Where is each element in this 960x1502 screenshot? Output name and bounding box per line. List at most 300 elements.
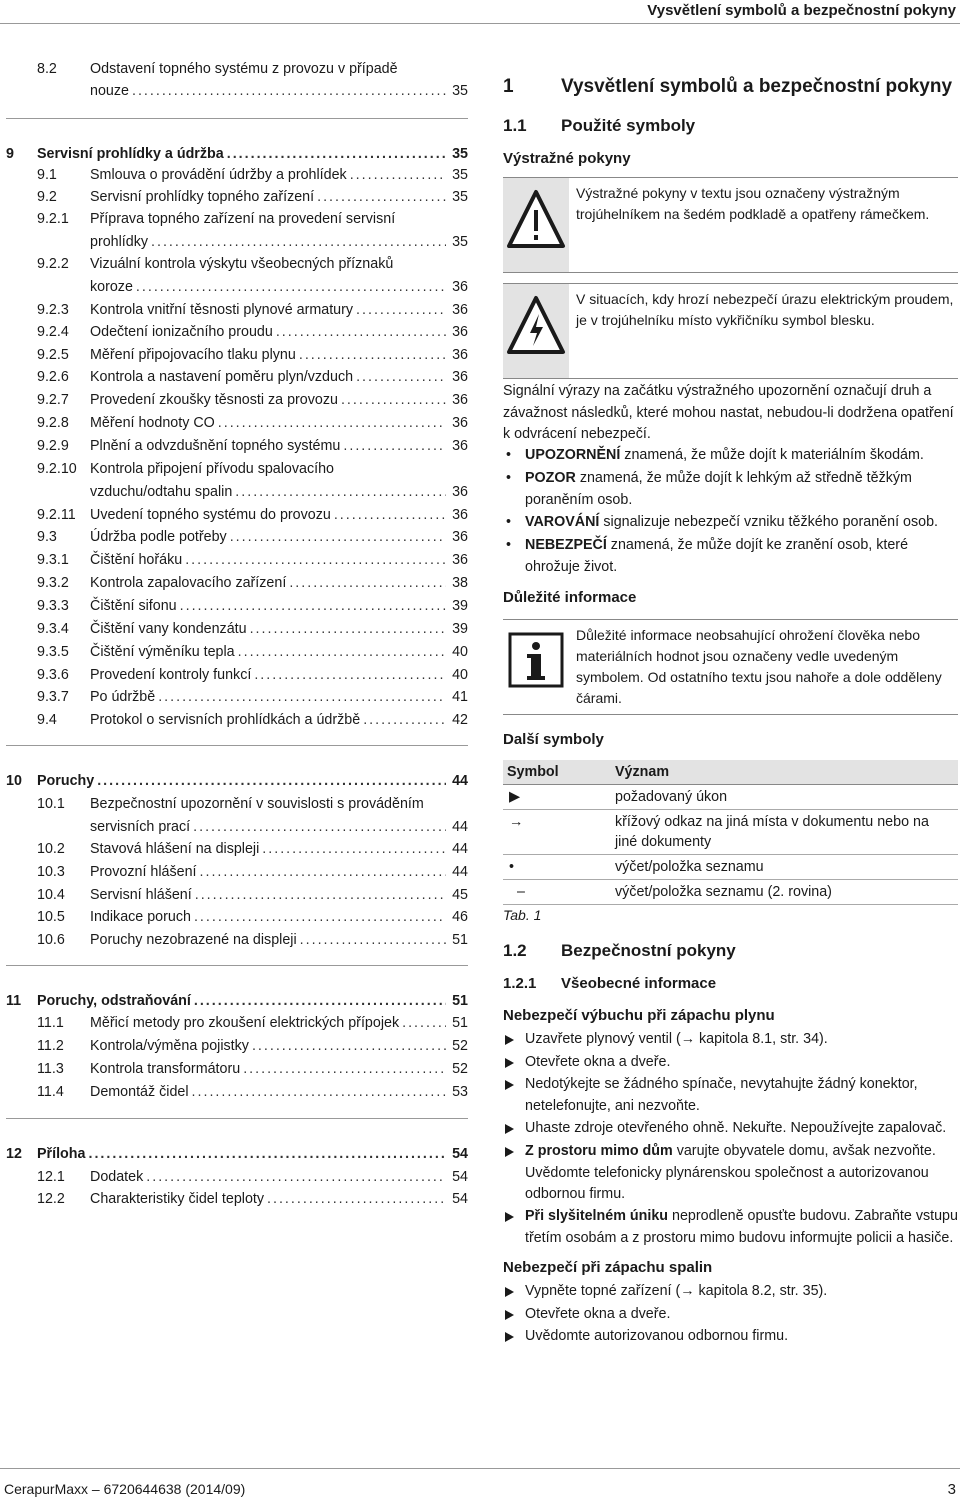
toc-entry[interactable] — [0, 58, 468, 80]
toc-entry-page: 54 — [452, 1146, 468, 1162]
important-text: Důležité informace neobsahující ohrožení člověka nebo materiálních hodnot jsou označeny vedle uvedeným symbolem. Od ostatního textu jsou nahoře a dole odděleny čárami. — [576, 627, 942, 706]
toc-entry-page: 51 — [452, 1015, 468, 1031]
signal-word: NEBEZPEČÍ — [525, 537, 607, 553]
toc-leader-dots — [259, 838, 446, 860]
signal-word-description: znamená, že může dojít k lehkým až středně těžkým poraněním osob. — [525, 470, 912, 508]
toc-entry-title — [90, 793, 468, 815]
toc-entry-title — [90, 412, 468, 434]
action-step — [503, 1074, 958, 1117]
toc-entry-page: 44 — [452, 773, 468, 789]
toc-entry[interactable] — [0, 458, 468, 480]
toc-entry-page: 36 — [452, 369, 468, 385]
symbol-cell: – — [503, 879, 611, 904]
action-step-text: Otevřete okna a dveře. — [525, 1306, 671, 1322]
toc-entry-title — [90, 1166, 468, 1188]
toc-entry[interactable] — [0, 861, 468, 883]
warning-box-electric-text: V situacích, kdy hrozí nebezpečí úrazu elektrickým proudem, je v trojúhelníku místo vykřičníku symbol blesku. — [576, 291, 954, 328]
action-step-text: Otevřete okna a dveře. — [525, 1054, 671, 1070]
toc-leader-dots — [240, 1058, 446, 1080]
toc-entry-number: 12.2 — [37, 1191, 65, 1207]
toc-leader-dots — [148, 231, 446, 253]
toc-entry-page: 41 — [452, 689, 468, 705]
toc-entry-number: 9.2.2 — [37, 256, 69, 272]
toc-entry-number: 9.2.1 — [37, 211, 69, 227]
symbol-table-row — [503, 879, 958, 904]
toc-entry-title-line: Charakteristiky čidel teploty — [90, 1191, 265, 1207]
toc-entry[interactable] — [0, 549, 468, 571]
toc-entry-title — [90, 321, 468, 343]
toc-entry[interactable] — [0, 1035, 468, 1057]
toc-entry-title — [90, 709, 468, 731]
toc-entry-title-line: Měření připojovacího tlaku plynu — [90, 347, 296, 363]
toc-entry-title-line: Odečtení ionizačního proudu — [90, 324, 273, 340]
toc-entry[interactable] — [0, 686, 468, 708]
info-icon — [503, 620, 569, 714]
toc-entry-title-line: Provedení zkoušky těsnosti za provozu — [90, 392, 338, 408]
toc-entry-number: 9.2.3 — [37, 302, 69, 318]
toc-leader-dots — [227, 526, 446, 548]
toc-entry-page: 36 — [452, 392, 468, 408]
toc-entry[interactable] — [0, 664, 468, 686]
toc-leader-dots — [215, 412, 446, 434]
toc-entry-number: 11.4 — [37, 1084, 64, 1100]
toc-entry-title — [90, 1081, 468, 1103]
toc-chapter-entry[interactable] — [0, 143, 468, 165]
toc-entry-page: 36 — [452, 324, 468, 340]
section-1-heading: 1 Vysvětlení symbolů a bezpečnostní pokyny — [503, 76, 953, 97]
toc-entry-title-line: Odstavení topného systému z provozu v případě — [90, 61, 398, 77]
toc-entry-page: 45 — [452, 887, 468, 903]
toc-entry-page: 36 — [452, 507, 468, 523]
bullet-dot: • — [506, 514, 512, 530]
toc-entry-page: 52 — [452, 1038, 468, 1054]
gas-heading: Nebezpečí výbuchu při zápachu plynu — [503, 1007, 775, 1024]
toc-entry-number: 9.3.3 — [37, 598, 69, 614]
toc-entry-title-line: Stavová hlášení na displeji — [90, 841, 260, 857]
toc-entry-page: 54 — [452, 1169, 468, 1185]
warning-triangle-icon — [503, 178, 569, 272]
toc-entry[interactable] — [0, 389, 468, 411]
toc-entry-number: 11.2 — [37, 1038, 64, 1054]
toc-entry[interactable] — [0, 709, 468, 731]
toc-entry-title-line: Čištění vany kondenzátu — [90, 621, 247, 637]
table-caption: Tab. 1 — [503, 907, 542, 923]
toc-entry-title — [90, 80, 468, 102]
toc-entry-number: 10 — [6, 773, 22, 789]
toc-entry[interactable] — [0, 884, 468, 906]
action-step — [503, 1281, 958, 1303]
toc-entry-title — [90, 1012, 468, 1034]
toc-leader-dots — [251, 664, 446, 686]
toc-entry[interactable] — [0, 618, 468, 640]
toc-entry-page: 38 — [452, 575, 468, 591]
toc-entry[interactable] — [0, 435, 468, 457]
toc-entry-page: 52 — [452, 1061, 468, 1077]
toc-entry[interactable] — [0, 504, 468, 526]
toc-divider — [6, 118, 468, 119]
action-arrow-icon — [505, 1147, 514, 1157]
toc-entry[interactable] — [0, 412, 468, 434]
footer-doc-id: CerapurMaxx – 6720644638 (2014/09) — [4, 1481, 246, 1497]
action-arrow-icon — [505, 1310, 514, 1320]
toc-entry-number: 8.2 — [37, 61, 57, 77]
toc-entry[interactable] — [0, 526, 468, 548]
toc-leader-dots — [224, 143, 446, 165]
footer-divider — [0, 1468, 960, 1469]
toc-entry-title-line: Demontáž čidel — [90, 1084, 189, 1100]
toc-entry-number: 9.2 — [37, 189, 57, 205]
toc-entry-page: 51 — [452, 932, 468, 948]
meaning-cell: výčet/položka seznamu (2. rovina) — [611, 879, 958, 904]
toc-entry-title-line: Kontrola zapalovacího zařízení — [90, 575, 287, 591]
toc-entry-continuation[interactable] — [0, 481, 468, 503]
toc-leader-dots — [155, 686, 446, 708]
toc-entry-page: 51 — [452, 993, 468, 1009]
toc-entry-page: 36 — [452, 347, 468, 363]
toc-entry-title — [37, 990, 468, 1012]
toc-entry[interactable] — [0, 208, 468, 230]
toc-entry-number: 9 — [6, 146, 14, 162]
toc-entry-title — [90, 838, 468, 860]
toc-entry-number: 9.4 — [37, 712, 57, 728]
toc-entry-title — [90, 481, 468, 503]
signal-word-description: signalizuje nebezpečí vzniku těžkého poranění osob. — [599, 514, 938, 530]
toc-entry-title — [90, 164, 468, 186]
toc-entry-title-line: Kontrola transformátoru — [90, 1061, 241, 1077]
symbol-table-header-symbol: Symbol — [503, 760, 611, 784]
action-step-text: Vypněte topné zařízení (→ kapitola 8.2, str. 35). — [525, 1283, 828, 1299]
toc-entry-title — [90, 884, 468, 906]
toc-entry-title-line: Příprava topného zařízení na provedení servisní — [90, 211, 396, 227]
toc-entry-title-line: Po údržbě — [90, 689, 156, 705]
toc-entry-page: 36 — [452, 552, 468, 568]
toc-entry[interactable] — [0, 1188, 468, 1210]
toc-entry[interactable] — [0, 1166, 468, 1188]
meaning-cell: křížový odkaz na jiná místa v dokumentu nebo na jiné dokumenty — [611, 809, 958, 854]
toc-entry-page: 35 — [452, 83, 468, 99]
toc-entry-title — [90, 458, 468, 480]
toc-entry-page: 40 — [452, 644, 468, 660]
signal-intro: Signální výrazy na začátku výstražného upozornění označují druh a závažnost následků, které mohou nastat, nebudou-li dodržena opatření k odvrácení nebezpečí. — [503, 383, 954, 442]
toc-entry[interactable] — [0, 595, 468, 617]
toc-leader-dots — [331, 504, 446, 526]
toc-entry-title-line: nouze — [90, 83, 129, 99]
toc-leader-dots — [129, 80, 446, 102]
toc-entry-title — [90, 906, 468, 928]
toc-entry-title — [37, 770, 468, 792]
toc-entry-number: 9.2.9 — [37, 438, 69, 454]
toc-entry-title-line: koroze — [90, 279, 133, 295]
toc-entry-page: 44 — [452, 841, 468, 857]
toc-entry-title-line: Měření hodnoty CO — [90, 415, 215, 431]
toc-entry-number: 10.5 — [37, 909, 65, 925]
toc-entry-title — [90, 526, 468, 548]
toc-leader-dots — [191, 906, 446, 928]
action-step-text: varujte obyvatele domu, avšak nezvoňte. Uvědomte telefonicky plynárenskou společnost a autorizovanou odbornou firmu. — [525, 1143, 936, 1202]
bullet-dot: • — [506, 447, 512, 463]
toc-leader-dots — [353, 299, 446, 321]
toc-entry-page: 35 — [452, 146, 468, 162]
toc-entry-title — [90, 276, 468, 298]
toc-entry-number: 9.2.4 — [37, 324, 69, 340]
toc-entry-title-line: Bezpečnostní upozornění v souvislosti s prováděním — [90, 796, 424, 812]
symbol-table-header-meaning: Význam — [611, 760, 958, 784]
signal-word: VAROVÁNÍ — [525, 514, 600, 530]
signal-word-description: znamená, že může dojít ke zranění osob, které ohrožuje život. — [525, 537, 909, 575]
signal-word-bullet — [503, 535, 958, 578]
toc-leader-dots — [85, 1143, 446, 1165]
toc-divider — [6, 1118, 468, 1119]
toc-entry[interactable] — [0, 929, 468, 951]
toc-entry-continuation[interactable] — [0, 276, 468, 298]
bullet-dot: • — [506, 470, 512, 486]
toc-leader-dots — [360, 709, 446, 731]
warning-box-electric — [503, 283, 958, 379]
toc-entry-title-line: Poruchy, odstraňování — [37, 993, 191, 1009]
toc-entry-page: 39 — [452, 621, 468, 637]
toc-entry-number: 11 — [6, 993, 22, 1009]
page-header — [0, 0, 960, 24]
toc-leader-dots — [273, 321, 446, 343]
toc-entry-page: 36 — [452, 438, 468, 454]
toc-entry-page: 46 — [452, 909, 468, 925]
toc-entry-title-line: servisních prací — [90, 819, 191, 835]
toc-entry-page: 35 — [452, 234, 468, 250]
symbol-table-row — [503, 784, 958, 809]
toc-entry-number: 9.2.11 — [37, 507, 76, 523]
signal-word-bullet — [503, 468, 958, 511]
toc-entry[interactable] — [0, 164, 468, 186]
toc-entry-title — [90, 389, 468, 411]
action-step-text: neprodleně opusťte budovu. Zabraňte vstupu třetím osobám a z prostoru mimo budovu informujte policii a hasiče. — [525, 1208, 958, 1246]
toc-entry-title — [90, 186, 468, 208]
toc-entry-title-line: Servisní prohlídky topného zařízení — [90, 189, 315, 205]
toc-entry-title — [90, 344, 468, 366]
toc-entry-title-line: Příloha — [37, 1146, 86, 1162]
toc-entry-number: 10.4 — [37, 887, 65, 903]
signal-word-description: znamená, že může dojít k materiálním škodám. — [620, 447, 924, 463]
toc-entry-page: 42 — [452, 712, 468, 728]
toc-leader-dots — [197, 861, 447, 883]
toc-entry[interactable] — [0, 641, 468, 663]
toc-leader-dots — [249, 1035, 446, 1057]
toc-leader-dots — [297, 929, 446, 951]
toc-entry-continuation[interactable] — [0, 231, 468, 253]
toc-entry-title-line: Kontrola/výměna pojistky — [90, 1038, 249, 1054]
toc-entry-title — [37, 1143, 468, 1165]
other-symbols-heading: Další symboly — [503, 731, 604, 748]
toc-entry[interactable] — [0, 838, 468, 860]
toc-entry-number: 9.2.5 — [37, 347, 69, 363]
symbol-table-row — [503, 809, 958, 854]
signal-word-bullet — [503, 512, 958, 534]
toc-leader-dots — [399, 1012, 446, 1034]
toc-entry-title-line: Kontrola vnitřní těsnosti plynové armatury — [90, 302, 354, 318]
action-arrow-icon — [505, 1287, 514, 1297]
toc-entry-page: 36 — [452, 415, 468, 431]
toc-entry-continuation[interactable] — [0, 816, 468, 838]
toc-entry[interactable] — [0, 793, 468, 815]
toc-entry-page: 35 — [452, 167, 468, 183]
toc-entry-title — [90, 299, 468, 321]
toc-entry-title-line: Údržba podle potřeby — [90, 529, 227, 545]
toc-entry-title-line: Čištění hořáku — [90, 552, 183, 568]
toc-entry-title — [90, 929, 468, 951]
warning-box-general-text: Výstražné pokyny v textu jsou označeny výstražným trojúhelníkem na šedém podkladě a opatřeny rámečkem. — [576, 185, 930, 222]
toc-divider — [6, 745, 468, 746]
toc-leader-dots — [143, 1166, 446, 1188]
toc-entry-number: 9.2.7 — [37, 392, 69, 408]
toc-entry-title — [90, 549, 468, 571]
toc-entry[interactable] — [0, 1058, 468, 1080]
warnings-heading: Výstražné pokyny — [503, 150, 631, 167]
toc-entry-number: 10.3 — [37, 864, 65, 880]
toc-entry[interactable] — [0, 299, 468, 321]
important-box — [503, 619, 958, 715]
toc-entry-number: 9.2.8 — [37, 415, 69, 431]
toc-entry[interactable] — [0, 321, 468, 343]
toc-entry-number: 9.1 — [37, 167, 57, 183]
toc-leader-dots — [177, 595, 446, 617]
meaning-cell: požadovaný úkon — [611, 784, 958, 809]
toc-entry-title — [90, 686, 468, 708]
toc-entry-title — [90, 253, 468, 275]
toc-entry-page: 36 — [452, 279, 468, 295]
flue-heading: Nebezpečí při zápachu spalin — [503, 1259, 713, 1276]
toc-chapter-entry[interactable] — [0, 1143, 468, 1165]
toc-entry-title-line: Čištění sifonu — [90, 598, 177, 614]
symbol-table-header — [503, 760, 958, 784]
toc-entry[interactable] — [0, 1012, 468, 1034]
action-arrow-icon — [505, 1035, 514, 1045]
toc-entry[interactable] — [0, 366, 468, 388]
action-step — [503, 1304, 958, 1326]
toc-entry-number: 11.3 — [37, 1061, 64, 1077]
toc-leader-dots — [182, 549, 446, 571]
signal-word-bullet — [503, 445, 958, 467]
toc-entry-number: 12 — [6, 1146, 22, 1162]
action-step-text: Uzavřete plynový ventil (→ kapitola 8.1, str. 34). — [525, 1031, 828, 1047]
toc-leader-dots — [247, 618, 446, 640]
action-step-text: Uvědomte autorizovanou odbornou firmu. — [525, 1328, 789, 1344]
toc-leader-dots — [296, 344, 446, 366]
action-step — [503, 1052, 958, 1074]
toc-leader-dots — [235, 641, 446, 663]
toc-entry-title-line: Čištění výměníku tepla — [90, 644, 235, 660]
toc-entry-title-line: Provedení kontroly funkcí — [90, 667, 252, 683]
action-arrow-icon — [505, 1332, 514, 1342]
toc-entry-page: 36 — [452, 484, 468, 500]
toc-entry-page: 44 — [452, 864, 468, 880]
action-step — [503, 1326, 958, 1348]
toc-entry-title-line: Měřicí metody pro zkoušení elektrických přípojek — [90, 1015, 400, 1031]
toc-chapter-entry[interactable] — [0, 990, 468, 1012]
toc-entry-title-line: Dodatek — [90, 1169, 144, 1185]
toc-entry-title — [90, 1188, 468, 1210]
toc-entry-title-line: Vizuální kontrola výskytu všeobecných příznaků — [90, 256, 394, 272]
toc-leader-dots — [191, 990, 446, 1012]
toc-leader-dots — [189, 1081, 446, 1103]
action-step-text: Nedotýkejte se žádného spínače, nevytahujte žádný konektor, netelefonujte, ani nezvoňte. — [525, 1076, 918, 1114]
toc-entry-number: 10.1 — [37, 796, 65, 812]
symbol-cell: ▶ — [503, 784, 611, 809]
toc-entry-title — [90, 1058, 468, 1080]
toc-entry-number: 9.3 — [37, 529, 57, 545]
electric-warning-icon — [503, 284, 569, 378]
toc-entry-number: 9.2.6 — [37, 369, 69, 385]
toc-leader-dots — [340, 435, 446, 457]
toc-entry-number: 9.3.6 — [37, 667, 69, 683]
toc-entry-page: 36 — [452, 529, 468, 545]
header-title: Vysvětlení symbolů a bezpečnostní pokyny — [647, 2, 956, 19]
toc-leader-dots — [192, 884, 446, 906]
toc-divider — [6, 965, 468, 966]
toc-entry[interactable] — [0, 253, 468, 275]
toc-entry[interactable] — [0, 906, 468, 928]
toc-leader-dots — [133, 276, 446, 298]
toc-leader-dots — [94, 770, 446, 792]
toc-leader-dots — [338, 389, 446, 411]
toc-entry-title-line: Provozní hlášení — [90, 864, 197, 880]
toc-entry-title-line: Smlouva o provádění údržby a prohlídek — [90, 167, 347, 183]
action-step-emphasis: Z prostoru mimo dům — [525, 1143, 673, 1159]
action-step — [503, 1141, 958, 1206]
important-heading: Důležité informace — [503, 589, 637, 606]
toc-entry-title — [37, 143, 468, 165]
signal-word: UPOZORNĚNÍ — [525, 447, 621, 463]
toc-entry-page: 35 — [452, 189, 468, 205]
toc-entry-number: 9.2.10 — [37, 461, 77, 477]
toc-entry-title — [90, 1035, 468, 1057]
toc-entry-title — [90, 504, 468, 526]
toc-entry-title — [90, 816, 468, 838]
symbol-table-row — [503, 854, 958, 879]
toc-entry-page: 40 — [452, 667, 468, 683]
toc-entry-title — [90, 435, 468, 457]
toc-entry-title-line: Poruchy — [37, 773, 95, 789]
toc-entry[interactable] — [0, 1081, 468, 1103]
toc-entry-continuation[interactable] — [0, 80, 468, 102]
toc-entry-title — [90, 366, 468, 388]
toc-entry-page: 44 — [452, 819, 468, 835]
toc-entry[interactable] — [0, 572, 468, 594]
toc-chapter-entry[interactable] — [0, 770, 468, 792]
action-step — [503, 1118, 958, 1140]
symbol-cell: → — [503, 809, 611, 854]
toc-entry-number: 9.3.7 — [37, 689, 69, 705]
toc-entry-number: 9.3.5 — [37, 644, 69, 660]
toc-entry-title-line: Kontrola připojení přívodu spalovacího — [90, 461, 334, 477]
action-arrow-icon — [505, 1080, 514, 1090]
toc-leader-dots — [286, 572, 446, 594]
toc-leader-dots — [347, 164, 446, 186]
toc-entry-number: 9.3.2 — [37, 575, 69, 591]
toc-entry[interactable] — [0, 186, 468, 208]
action-arrow-icon — [505, 1058, 514, 1068]
page-number: 3 — [947, 1481, 956, 1498]
toc-entry-title-line: Kontrola a nastavení poměru plyn/vzduch — [90, 369, 354, 385]
toc-entry-title-line: Servisní prohlídky a údržba — [37, 146, 224, 162]
symbol-table — [503, 760, 958, 905]
bullet-dot: • — [506, 537, 512, 553]
meaning-cell: výčet/položka seznamu — [611, 854, 958, 879]
toc-leader-dots — [232, 481, 446, 503]
toc-entry-title — [90, 861, 468, 883]
toc-entry[interactable] — [0, 344, 468, 366]
toc-entry-title — [90, 58, 468, 80]
warning-box-general — [503, 177, 958, 273]
action-step — [503, 1206, 958, 1249]
